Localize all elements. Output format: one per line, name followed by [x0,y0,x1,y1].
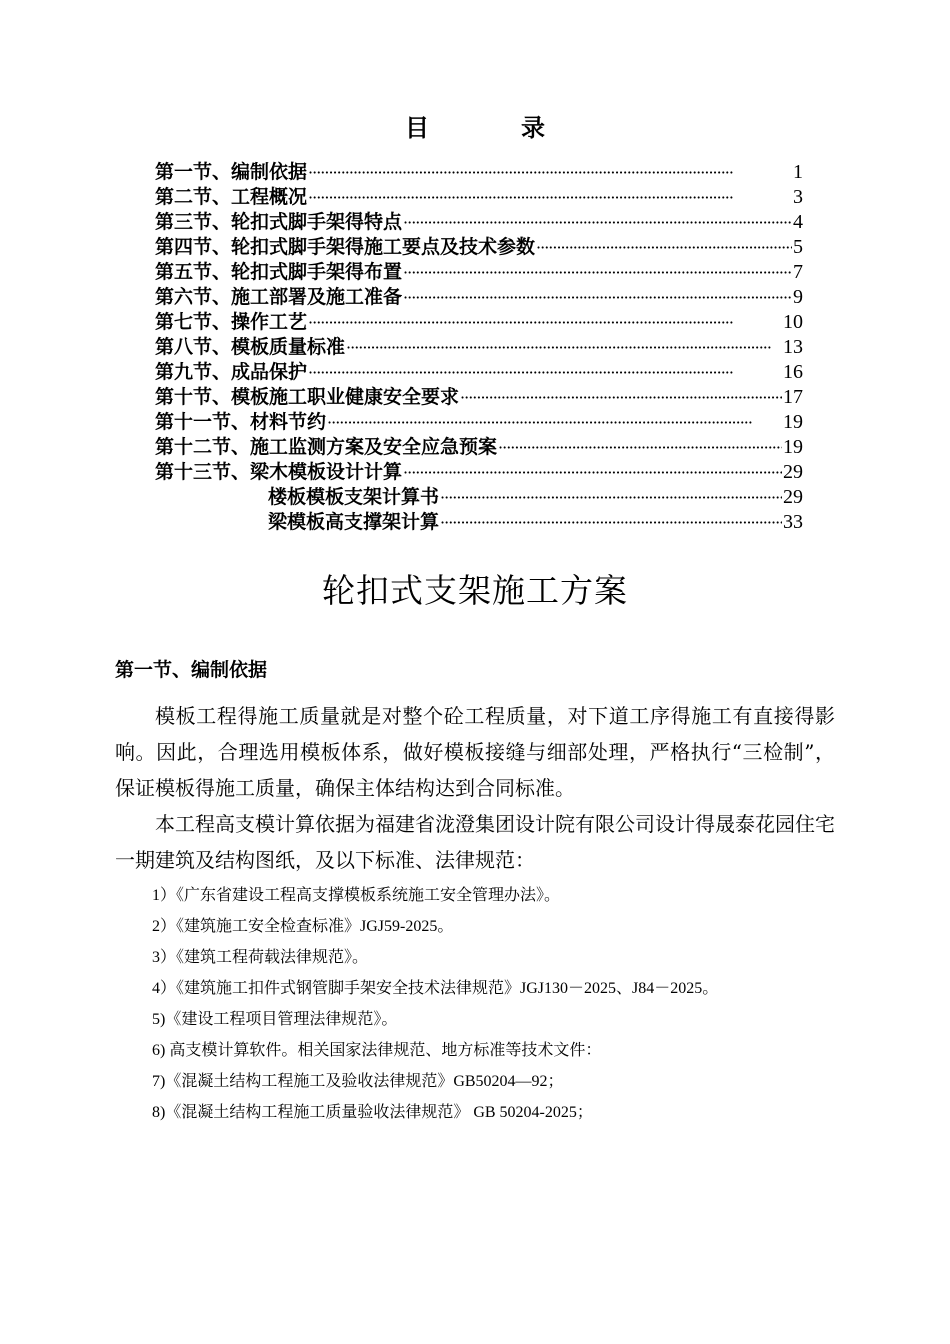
toc-entry-label: 第一节、编制依据 [155,161,308,183]
toc-entry-label: 第十二节、施工监测方案及安全应急预案 [155,436,498,458]
document-title: 轮扣式支架施工方案 [322,571,628,610]
toc-page-number: 5 [793,236,803,258]
toc-entry[interactable] [155,160,803,185]
toc-page-number: 3 [793,186,803,208]
toc-leader-dots [440,485,782,510]
toc-entry[interactable] [155,460,803,485]
toc-page-number: 10 [783,311,803,333]
toc-entry[interactable] [155,360,803,385]
toc-entry-label: 第十三节、梁木模板设计计算 [155,461,403,483]
reference-item: 5)《建设工程项目管理法律规范》。 [152,1011,398,1028]
toc-leader-dots [403,285,792,310]
toc-leader-dots [403,260,792,285]
toc-entry[interactable] [155,385,803,410]
toc-leader-dots [498,435,782,460]
toc-leader-dots [403,460,782,485]
toc-title: 目 录 [405,114,579,142]
reference-item: 6) 高支模计算软件。相关国家法律规范、地方标准等技术文件： [152,1042,602,1059]
toc-page-number: 19 [783,411,803,433]
toc-entry-label: 第十节、模板施工职业健康安全要求 [155,386,460,408]
reference-item: 1）《广东省建设工程高支撑模板系统施工安全管理办法》。 [152,887,561,904]
toc-page-number: 17 [783,386,803,408]
toc-entry[interactable] [155,210,803,235]
toc-entry-label: 第十一节、材料节约 [155,411,327,433]
toc-entry-label: 梁模板高支撑架计算 [268,511,440,533]
toc-page-number: 29 [783,486,803,508]
toc-page-number: 16 [783,361,803,383]
toc-page-number: 13 [783,336,803,358]
toc-subentry[interactable] [155,485,803,510]
body-paragraph: 模板工程得施工质量就是对整个砼工程质量，对下道工序得施工有直接得影响。因此，合理选用模板体系，做好模板接缝与细部处理，严格执行“三检制”，保证模板得施工质量，确保主体结构达到合同标准。 [115,704,835,800]
reference-item: 2）《建筑施工安全检查标准》JGJ59-2025。 [152,918,454,935]
toc-page-number: 1 [793,161,803,183]
toc-entry[interactable] [155,410,803,435]
toc-entry-label: 第二节、工程概况 [155,186,308,208]
toc-page-number: 9 [793,286,803,308]
toc-entry-label: 第七节、操作工艺 [155,311,308,333]
reference-item: 8)《混凝土结构工程施工质量验收法律规范》 GB 50204-2025； [152,1104,593,1121]
reference-list [115,880,835,1128]
toc-entry-label: 第三节、轮扣式脚手架得特点 [155,211,403,233]
toc-entry[interactable] [155,435,803,460]
toc-leader-dots [536,235,792,260]
toc-page-number: 33 [783,511,803,533]
toc-entry-label: 第六节、施工部署及施工准备 [155,286,403,308]
toc-entry-label: 第四节、轮扣式脚手架得施工要点及技术参数 [155,236,536,258]
toc-entry[interactable] [155,335,803,360]
toc-subentry[interactable] [155,510,803,535]
toc-leader-dots [308,185,792,210]
reference-item: 4）《建筑施工扣件式钢管脚手架安全技术法律规范》JGJ130－2025、J84－2025。 [152,980,719,997]
reference-item: 7)《混凝土结构工程施工及验收法律规范》GB50204—92； [152,1073,564,1090]
toc-leader-dots [460,385,782,410]
toc-entry-label: 第八节、模板质量标准 [155,336,346,358]
toc-entry[interactable] [155,285,803,310]
toc-entry-label: 第九节、成品保护 [155,361,308,383]
toc-page-number: 29 [783,461,803,483]
toc-leader-dots [308,310,782,335]
toc-entry-label: 第五节、轮扣式脚手架得布置 [155,261,403,283]
section-heading: 第一节、编制依据 [115,659,268,681]
toc-leader-dots [403,210,792,235]
toc-leader-dots [308,160,792,185]
toc-page-number: 4 [793,211,803,233]
toc-entry[interactable] [155,185,803,210]
toc-page-number: 19 [783,436,803,458]
toc-page-number: 7 [793,261,803,283]
reference-item: 3）《建筑工程荷载法律规范》。 [152,949,369,966]
toc-entry[interactable] [155,310,803,335]
toc-leader-dots [327,410,782,435]
toc-leader-dots [440,510,782,535]
toc-entry[interactable] [155,260,803,285]
body-paragraph: 本工程高支模计算依据为福建省泷澄集团设计院有限公司设计得晟泰花园住宅一期建筑及结构图纸，及以下标准、法律规范： [115,812,835,872]
toc-leader-dots [308,360,782,385]
table-of-contents [155,160,803,535]
toc-entry-label: 楼板模板支架计算书 [268,486,440,508]
toc-leader-dots [346,335,782,360]
toc-entry[interactable] [155,235,803,260]
